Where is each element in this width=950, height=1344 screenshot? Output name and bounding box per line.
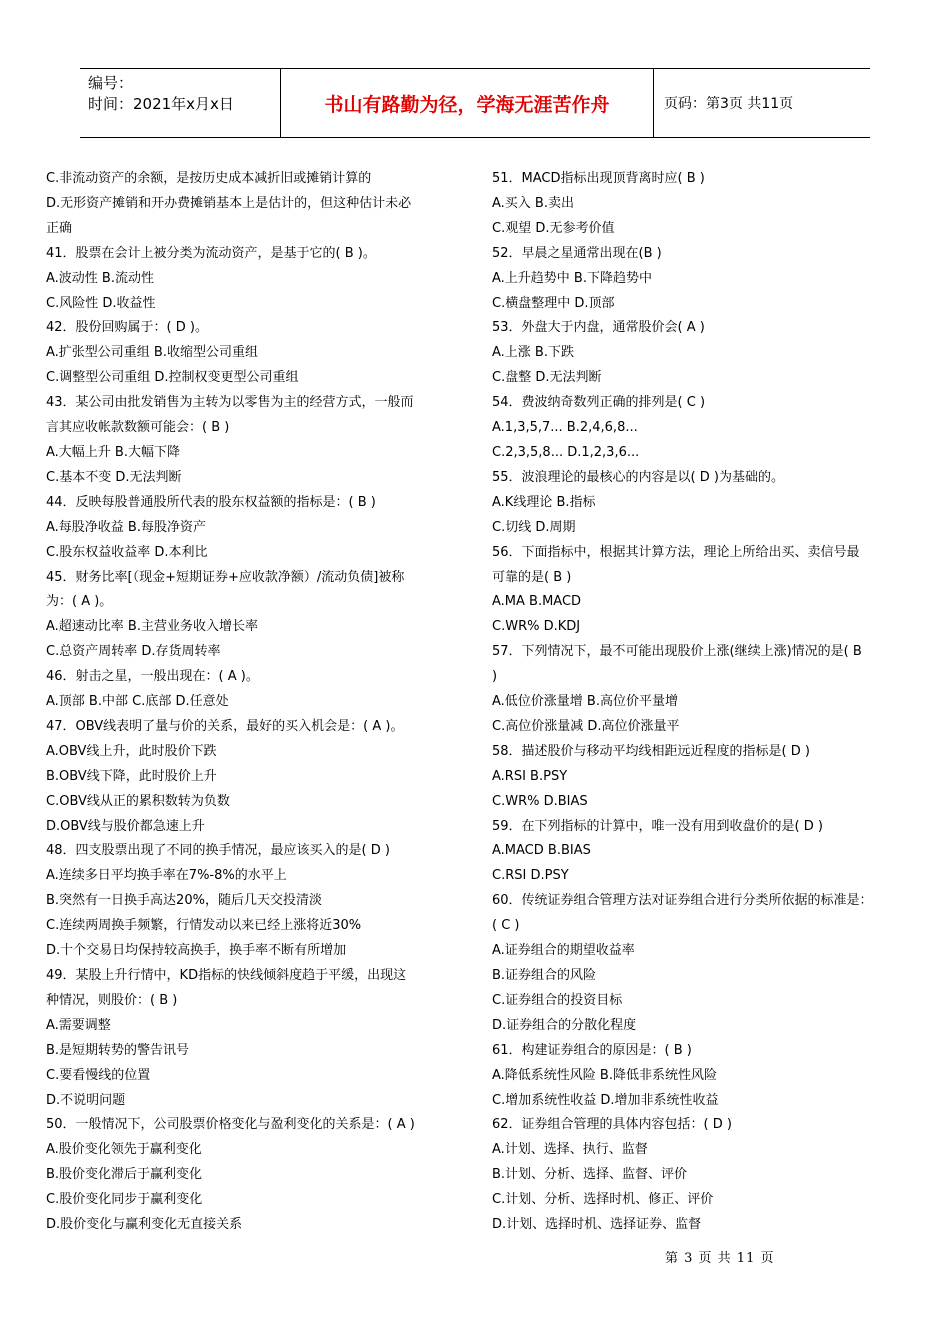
text-line: D.证券组合的分散化程度	[492, 1017, 637, 1033]
text-line: D.股价变化与赢利变化无直接关系	[46, 1217, 243, 1233]
text-line: C.连续两周换手频繁，行情发动以来已经上涨将近30%	[46, 918, 362, 934]
text-line: A.上涨 B.下跌	[492, 345, 574, 361]
text-line: 正确	[46, 220, 73, 236]
text-line: C.观望 D.无参考价值	[492, 220, 615, 236]
text-line: C.风险性 D.收益性	[46, 295, 156, 311]
text-line: 47．OBV线表明了量与价的关系，最好的买入机会是：( A )。	[46, 718, 404, 734]
text-line: B.计划、分析、选择、监督、评价	[492, 1167, 688, 1183]
text-line: C.OBV线从正的累积数转为负数	[46, 793, 230, 809]
text-line: B.OBV线下降，此时股价上升	[46, 768, 217, 784]
text-line: A.RSI B.PSY	[492, 768, 568, 784]
text-line: C.基本不变 D.无法判断	[46, 469, 182, 485]
text-line: 42．股份回购属于：( D )。	[46, 320, 208, 336]
text-line: 56．下面指标中，根据其计算方法，理论上所给出买、卖信号最	[492, 544, 860, 560]
text-line: A.需要调整	[46, 1017, 111, 1033]
text-line: 为：( A )。	[46, 594, 113, 610]
text-line: C.盘整 D.无法判断	[492, 370, 602, 386]
text-line: A.大幅上升 B.大幅下降	[46, 444, 180, 460]
text-line: A.超速动比率 B.主营业务收入增长率	[46, 619, 258, 635]
text-line: 52．早晨之星通常出现在(B )	[492, 245, 662, 261]
header-motto: 书山有路勤为径，学海无涯苦作舟	[281, 69, 654, 137]
text-line: C.要看慢线的位置	[46, 1067, 151, 1083]
page-header	[80, 68, 870, 138]
text-line: D.无形资产摊销和开办费摊销基本上是估计的，但这种估计未必	[46, 195, 412, 211]
text-line: C.调整型公司重组 D.控制权变更型公司重组	[46, 370, 299, 386]
right-column	[492, 167, 916, 1238]
text-line: 60．传统证券组合管理方法对证券组合进行分类所依据的标准是：	[492, 893, 873, 909]
text-line: A.顶部 B.中部 C.底部 D.任意处	[46, 694, 229, 710]
text-line: A.扩张型公司重组 B.收缩型公司重组	[46, 345, 258, 361]
text-line: A.每股净收益 B.每股净资产	[46, 519, 206, 535]
text-line: A.股价变化领先于赢利变化	[46, 1142, 202, 1158]
text-line: 50．一般情况下，公司股票价格变化与盈利变化的关系是：( A )	[46, 1117, 415, 1133]
document-number-label: 编号：	[88, 74, 134, 92]
text-line: B.是短期转势的警告讯号	[46, 1042, 190, 1058]
text-line: C.增加系统性收益 D.增加非系统性收益	[492, 1092, 719, 1108]
text-line: 55．波浪理论的最核心的内容是以( D )为基础的。	[492, 469, 784, 485]
text-line: 58．描述股价与移动平均线相距远近程度的指标是( D )	[492, 743, 810, 759]
header-meta	[80, 69, 281, 137]
text-line: 46．射击之星，一般出现在：( A )。	[46, 669, 259, 685]
text-line: 59．在下列指标的计算中，唯一没有用到收盘价的是( D )	[492, 818, 823, 834]
text-line: C.切线 D.周期	[492, 519, 576, 535]
text-line: A.OBV线上升，此时股价下跌	[46, 743, 217, 759]
text-line: 51．MACD指标出现顶背离时应( B )	[492, 171, 705, 186]
text-line: C.股东权益收益率 D.本利比	[46, 544, 208, 560]
text-line: A.MACD B.BIAS	[492, 843, 591, 859]
text-line: 61．构建证券组合的原因是：( B )	[492, 1042, 692, 1058]
text-line: A.证券组合的期望收益率	[492, 943, 635, 959]
text-line: C.证券组合的投资目标	[492, 992, 623, 1008]
text-line: A.上升趋势中 B.下降趋势中	[492, 270, 652, 286]
text-line: A.MA B.MACD	[492, 594, 582, 610]
text-line: D.十个交易日均保持较高换手，换手率不断有所增加	[46, 943, 347, 959]
text-line: B.突然有一日换手高达20%，随后几天交投清淡	[46, 893, 322, 909]
text-line: 41．股票在会计上被分类为流动资产，是基于它的( B )。	[46, 245, 376, 261]
text-line: C.WR% D.BIAS	[492, 793, 588, 809]
text-line: 49．某股上升行情中，KD指标的快线倾斜度趋于平缓，出现这	[46, 968, 407, 983]
text-line: C.2,3,5,8... D.1,2,3,6...	[492, 444, 640, 460]
text-line: C.RSI D.PSY	[492, 868, 569, 884]
text-line: C.WR% D.KDJ	[492, 619, 581, 635]
text-line: A.1,3,5,7... B.2,4,6,8...	[492, 420, 638, 436]
text-line: 54．费波纳奇数列正确的排列是( C )	[492, 395, 706, 411]
text-line: A.K线理论 B.指标	[492, 494, 596, 510]
text-line: C.非流动资产的余额，是按历史成本减折旧或摊销计算的	[46, 171, 372, 186]
text-line: 可靠的是( B )	[492, 569, 572, 585]
text-line: 言其应收帐款数额可能会：( B )	[46, 420, 230, 436]
text-line: B.证券组合的风险	[492, 968, 597, 983]
text-line: C.横盘整理中 D.顶部	[492, 295, 615, 311]
header-page-info: 页码：第3页 共11页	[664, 96, 794, 112]
document-time-label: 时间：2021年x月x日	[88, 95, 234, 113]
text-line: 45．财务比率[（现金+短期证券+应收款净额）/流动负债]被称	[46, 569, 405, 585]
text-line: C.总资产周转率 D.存货周转率	[46, 644, 221, 660]
text-line: A.低位价涨量增 B.高位价平量增	[492, 694, 678, 710]
text-line: B.股价变化滞后于赢利变化	[46, 1167, 203, 1183]
text-line: 48．四支股票出现了不同的换手情况，最应该买入的是( D )	[46, 843, 390, 859]
text-line: C.计划、分析、选择时机、修正、评价	[492, 1192, 714, 1208]
text-line: 57．下列情况下，最不可能出现股价上涨(继续上涨)情况的是( B	[492, 644, 862, 660]
text-line: ( C )	[492, 918, 520, 934]
text-line: 种情况，则股价：( B )	[46, 992, 178, 1008]
text-line: D.不说明问题	[46, 1092, 126, 1108]
text-line: 43．某公司由批发销售为主转为以零售为主的经营方式，一般而	[46, 395, 414, 411]
text-line: A.降低系统性风险 B.降低非系统性风险	[492, 1067, 717, 1083]
page-footer: 第 3 页 共 11 页	[665, 1251, 775, 1266]
text-line: A.买入 B.卖出	[492, 195, 574, 211]
text-line: A.计划、选择、执行、监督	[492, 1142, 648, 1158]
text-line: C.股价变化同步于赢利变化	[46, 1192, 203, 1208]
text-line: D.OBV线与股价都急速上升	[46, 818, 205, 834]
text-line: 53．外盘大于内盘，通常股价会( A )	[492, 320, 705, 336]
text-line: D.计划、选择时机、选择证券、监督	[492, 1217, 702, 1233]
text-line: A.波动性 B.流动性	[46, 270, 154, 286]
text-line: 62．证券组合管理的具体内容包括：( D )	[492, 1117, 732, 1133]
left-column	[46, 167, 466, 1238]
text-line: 44．反映每股普通股所代表的股东权益额的指标是：( B )	[46, 494, 376, 510]
text-line: C.高位价涨量减 D.高位价涨量平	[492, 718, 680, 734]
text-line: A.连续多日平均换手率在7%-8%的水平上	[46, 868, 287, 884]
text-line: )	[492, 669, 498, 685]
